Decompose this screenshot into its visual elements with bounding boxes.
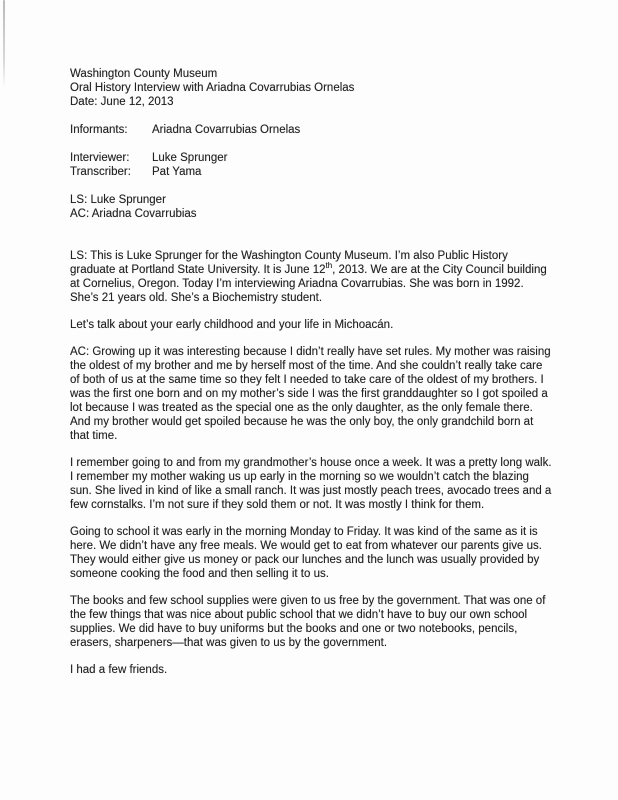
informants-label: Informants: (70, 124, 128, 136)
org-name: Washington County Museum (70, 68, 218, 80)
ls-intro-text-1: LS: This is Luke Sprunger for the Washington County Museum. I’m also Public History graduate at Portland State University. It is June 12 (70, 250, 508, 276)
ls-intro-text-2: , 2013. We are at the City Council building at Cornelius, Oregon. Today I’m interviewing Ariadna Covarrubias. She was born in 1992. She’s 21 years old. She’s a Biochemistry student. (70, 264, 547, 304)
paragraph-grandmother: I remember going to and from my grandmother’s house once a week. It was a pretty long walk. I remember my mother waking us up early in the morning so we wouldn’t catch the blazing sun. She lived in kind of like a small ranch. It was just mostly peach trees, avocado trees and a few cornstalks. I’m not sure if they sold them or not. It was mostly I think for them. (70, 457, 552, 511)
informants-row (70, 123, 552, 137)
scan-edge-artifact (3, 0, 5, 88)
speaker-key-ac: AC: Ariadna Covarrubias (70, 208, 197, 220)
document-header (70, 67, 552, 109)
interviewer-row (70, 151, 552, 165)
paragraph-friends: I had a few friends. (70, 664, 168, 676)
paragraph-school: Going to school it was early in the morning Monday to Friday. It was kind of the same as it is here. We didn’t have any free meals. We would get to eat from whatever our parents give us. They would either give us money or pack our lunches and the lunch was usually provided by someone cooking the food and then selling it to us. (70, 526, 542, 580)
paragraph-ls-intro (70, 249, 552, 305)
informants-value: Ariadna Covarrubias Ornelas (152, 124, 301, 136)
document-date: Date: June 12, 2013 (70, 96, 174, 108)
speaker-key-ls: LS: Luke Sprunger (70, 194, 166, 206)
transcriber-label: Transcriber: (70, 166, 131, 178)
transcriber-value: Pat Yama (152, 166, 202, 178)
paragraph-question: Let’s talk about your early childhood and your life in Michoacán. (70, 319, 394, 331)
informants-block (70, 123, 552, 137)
ordinal-superscript: th (325, 261, 333, 271)
staff-block (70, 151, 552, 179)
interviewer-value: Luke Sprunger (152, 152, 228, 164)
interviewer-label: Interviewer: (70, 152, 130, 164)
speaker-key-block (70, 193, 552, 221)
paragraph-books: The books and few school supplies were given to us free by the government. That was one of the few things that was nice about public school that we didn’t have to buy our own school supplies. We did have to buy uniforms but the books and one or two notebooks, pencils, erasers, sharpeners—that was given to us by the government. (70, 595, 546, 649)
transcriber-row (70, 165, 552, 179)
paragraph-ac-childhood: AC: Growing up it was interesting because I didn’t really have set rules. My mother was raising the oldest of my brother and me by herself most of the time. And she couldn’t really take care of both of us at the same time so they felt I needed to take care of the oldest of my brothers. I was the first one born and on my mother’s side I was the first granddaughter so I got spoiled a lot because I was treated as the special one as the only daughter, as the only female there. And my brother would get spoiled because he was the only boy, the only grandchild born at that time. (70, 346, 551, 442)
document-title: Oral History Interview with Ariadna Covarrubias Ornelas (70, 82, 355, 94)
document-content (70, 67, 552, 690)
